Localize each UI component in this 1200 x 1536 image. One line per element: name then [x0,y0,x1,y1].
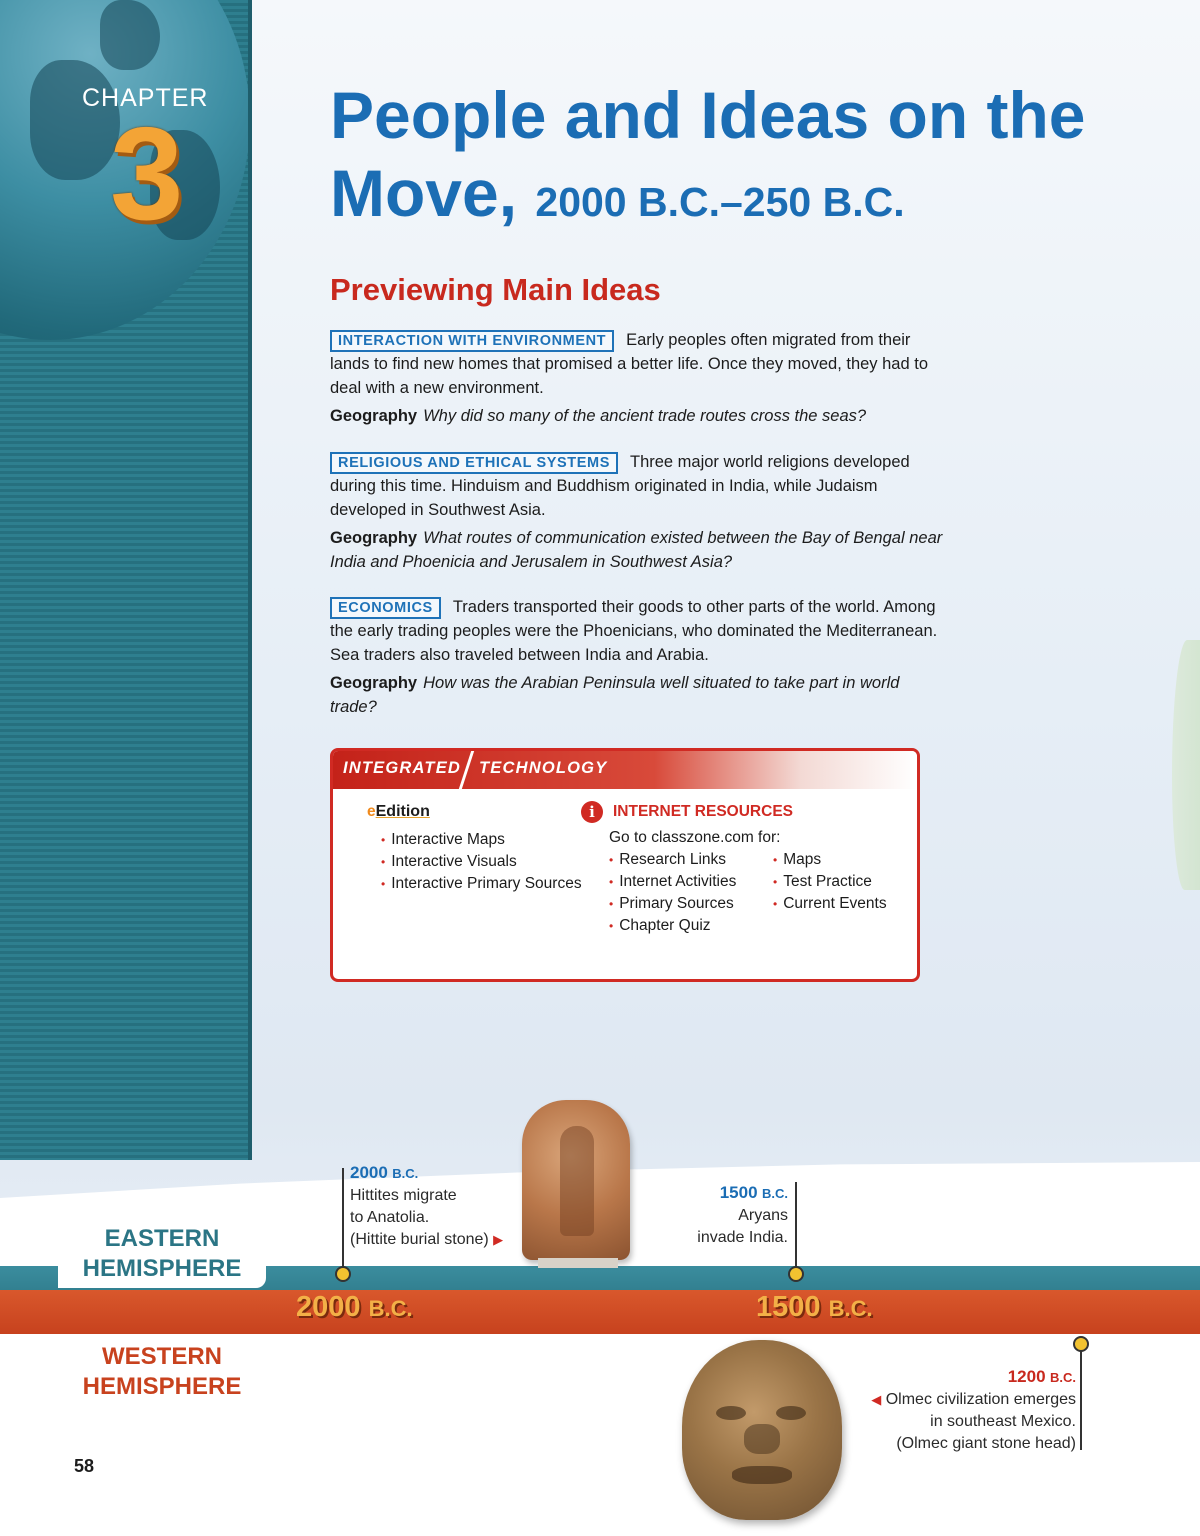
arrow-left-icon: ◀ [871,1392,882,1407]
theme-tag: RELIGIOUS AND ETHICAL SYSTEMS [330,452,618,474]
hittite-burial-stone-image [522,1100,630,1260]
question-text: How was the Arabian Peninsula well situated to take part in world trade? [330,674,900,716]
geography-question [330,404,950,428]
list-item[interactable]: • Test Practice [773,873,872,891]
internet-intro: Go to classzone.com for: [609,829,781,847]
previewing-heading: Previewing Main Ideas [330,272,661,307]
geography-label: Geography [330,407,418,425]
question-text: What routes of communication existed between the Bay of Bengal near India and Phoenicia and Jerusalem in Southwest Asia? [330,529,943,571]
title-main: People and Ideas on the Move, [330,78,1086,230]
info-icon: i [581,801,603,823]
event-stem [342,1168,344,1272]
internet-resources-title[interactable]: i INTERNET RESOURCES [581,801,887,823]
page-number: 58 [74,1456,95,1476]
eastern-hemisphere-label: EASTERN HEMISPHERE [58,1220,266,1288]
timeline-tick-2000: 2000 B.C. [296,1291,413,1323]
geography-question [330,671,950,719]
idea-text: Early peoples often migrated from their lands to find new homes that promised a better life. Once they moved, they had to deal with a new environment. [330,331,929,397]
internet-list-1 [609,849,773,937]
olmec-stone-head-image [682,1340,842,1520]
theme-tag: INTERACTION WITH ENVIRONMENT [330,330,614,352]
list-item[interactable]: • Research Links [609,851,727,869]
internet-lists [609,849,887,937]
title-dates: 2000 B.C.–250 B.C. [535,179,905,225]
edition-title[interactable]: eEdition [367,803,430,820]
tech-header-left: INTEGRATED [343,759,462,777]
event-olmec: 1200 B.C. ◀ Olmec civilization emerges in southeast Mexico. (Olmec giant stone head) [871,1367,1076,1452]
edition-column [367,801,582,895]
tech-header [333,751,917,789]
main-idea-economics [330,595,950,719]
list-item[interactable]: • Current Events [773,895,887,913]
chapter-number: 3 [110,100,184,247]
page-title [330,76,1150,241]
timeline-western-bar [0,1290,1200,1334]
timeline-tick-1500: 1500 B.C. [756,1291,873,1323]
western-hemisphere-label: WESTERN HEMISPHERE [58,1338,266,1406]
main-idea-interaction [330,328,950,428]
internet-column [581,801,887,937]
list-item[interactable]: • Internet Activities [609,873,737,891]
idea-text: Traders transported their goods to other parts of the world. Among the early trading peoples were the Phoenicians, who dominated the Mediterranean. Sea traders also traveled between India and Arabia. [330,598,938,664]
event-marker [1073,1336,1089,1352]
list-item[interactable]: • Interactive Maps [381,831,505,848]
edition-e-icon: e [367,803,376,820]
question-text: Why did so many of the ancient trade routes cross the seas? [423,407,867,425]
list-item[interactable]: • Interactive Visuals [381,853,517,870]
geography-label: Geography [330,674,418,692]
list-item[interactable]: • Maps [773,851,822,869]
chapter-sidebar [0,0,252,1160]
internet-list-2 [773,849,887,937]
geography-label: Geography [330,529,418,547]
integrated-technology-box [330,748,920,982]
header-divider [459,751,474,789]
list-item[interactable]: • Primary Sources [609,895,734,913]
stone-pedestal [538,1258,618,1268]
map-coastline [1172,640,1200,890]
event-stem [1080,1346,1082,1450]
chapter-label: CHAPTER [82,84,209,112]
edition-list [381,829,582,895]
arrow-right-icon: ▶ [493,1232,504,1247]
list-item[interactable]: • Chapter Quiz [609,917,711,935]
geography-question [330,526,950,574]
theme-tag: ECONOMICS [330,597,441,619]
idea-text: Three major world religions developed during this time. Hinduism and Buddhism originated in India, while Judaism developed in Southwest Asia. [330,453,910,519]
list-item[interactable]: • Interactive Primary Sources [381,875,582,892]
main-idea-religion [330,450,950,574]
event-marker [335,1266,351,1282]
tech-header-right: TECHNOLOGY [479,759,608,777]
event-hittites: 2000 B.C. Hittites migrate to Anatolia. (Hittite burial stone) ▶ [350,1163,504,1248]
event-stem [795,1182,797,1272]
event-aryans: 1500 B.C. Aryans invade India. [697,1183,788,1246]
event-marker [788,1266,804,1282]
